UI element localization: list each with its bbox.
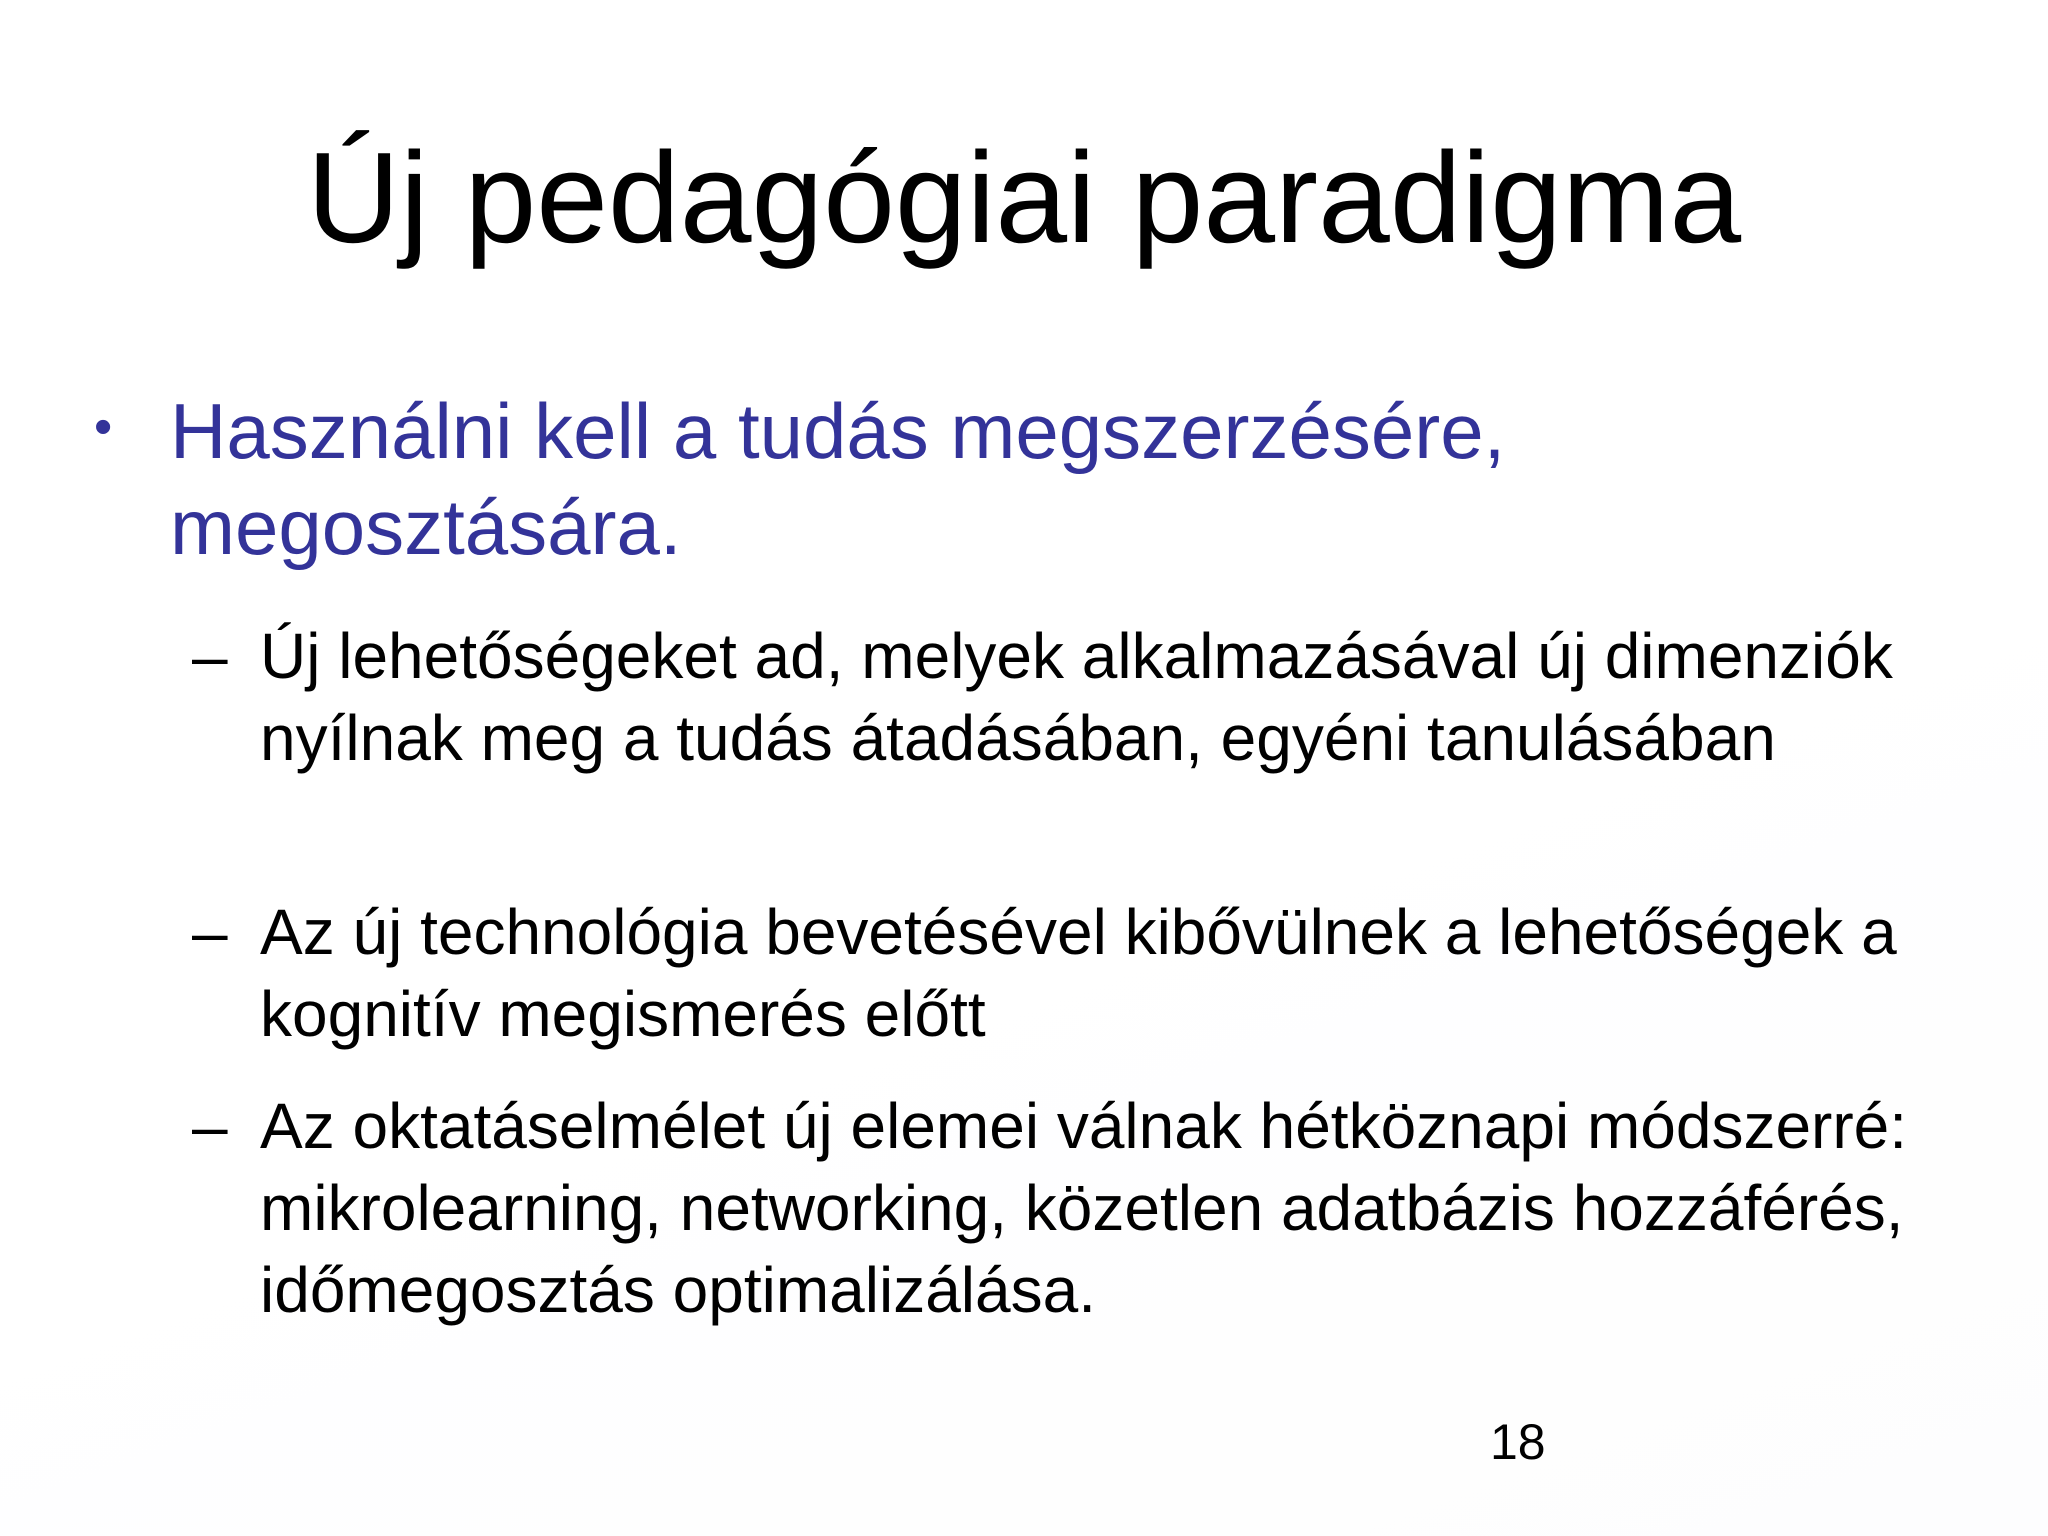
sub-bullet-1-text: Új lehetőségeket ad, melyek alkalmazásával új dimenziók nyílnak meg a tudás átadásában, egyéni tanulásában	[260, 620, 1893, 774]
dash-symbol: –	[192, 620, 228, 692]
slide-title: Új pedagógiai paradigma	[306, 126, 1742, 270]
main-bullet-text: Használni kell a tudás megszerzésére, megosztására.	[170, 387, 1506, 571]
bullet-symbol: •	[94, 398, 113, 456]
page-number: 18	[1490, 1414, 1546, 1470]
sub-bullet-2-text: Az új technológia bevetésével kibővülnek a lehetőségek a kognitív megismerés előtt	[260, 896, 1897, 1050]
dash-symbol: –	[192, 896, 228, 968]
sub-bullet-3-text: Az oktatáselmélet új elemei válnak hétköznapi módszerré: mikrolearning, networking, közetlen adatbázis hozzáférés, időmegosztás optimalizálása.	[260, 1090, 1908, 1326]
dash-symbol: –	[192, 1090, 228, 1162]
